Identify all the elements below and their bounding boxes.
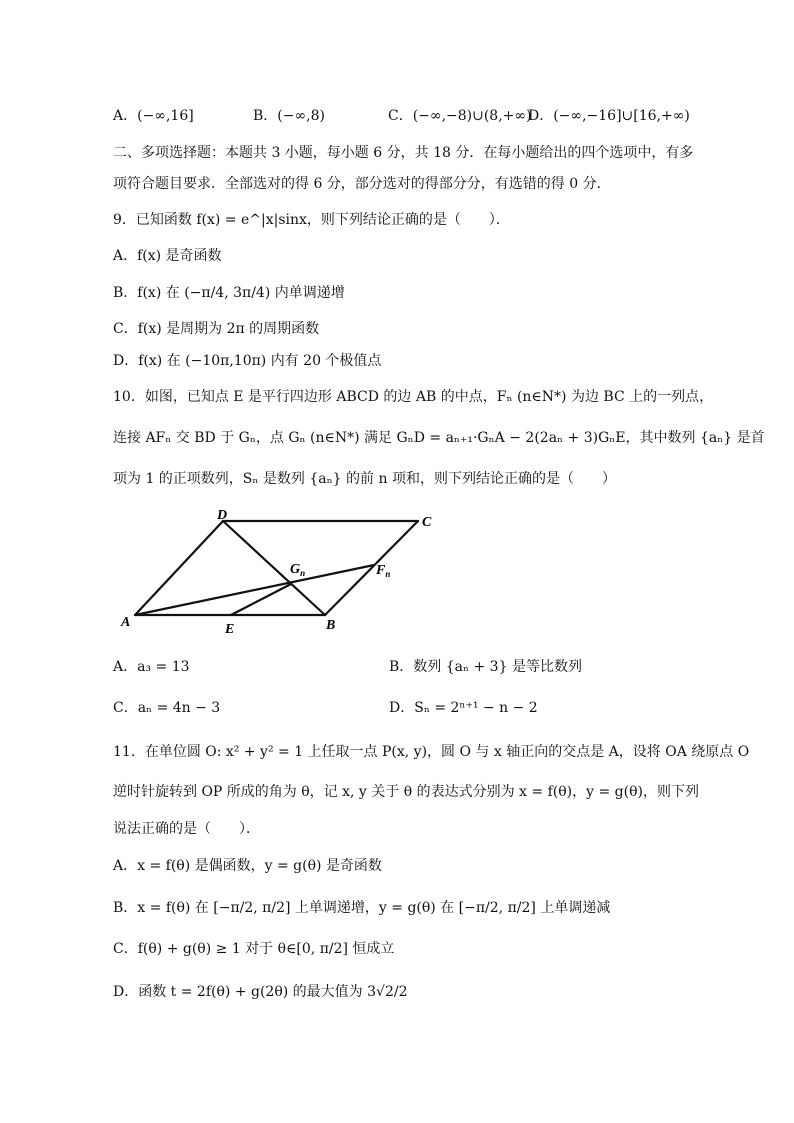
q10-option-a: A．a₃ = 13 (113, 659, 190, 675)
q8-option-b: B．(−∞,8) (253, 108, 325, 124)
label-a: A (121, 615, 131, 630)
q11-line1: 11．在单位圆 O: x² + y² = 1 上任取一点 P(x, y)，圆 O 与 x 轴正向的交点是 A，设将 OA 绕原点 O (113, 744, 750, 760)
label-d: D (217, 508, 228, 523)
label-f: $F_n$ (376, 563, 391, 579)
q11-option-c: C．f(θ) + g(θ) ≥ 1 对于 θ∈[0, π/2] 恒成立 (113, 941, 395, 957)
q11-option-a: A．x = f(θ) 是偶函数，y = g(θ) 是奇函数 (113, 858, 382, 874)
q11-line3: 说法正确的是（ ）． (113, 821, 260, 837)
q9-option-c: C．f(x) 是周期为 2π 的周期函数 (113, 321, 320, 337)
q10-option-c: C．aₙ = 4n − 3 (113, 700, 221, 716)
q8-option-c: C．(−∞,−8)∪(8,+∞) (388, 108, 532, 124)
label-g: $G_n$ (290, 562, 306, 578)
label-b: B (326, 618, 336, 633)
edge-bc (325, 521, 418, 615)
q10-option-b: B．数列 {aₙ + 3} 是等比数列 (389, 659, 582, 675)
q11-line2: 逆时针旋转到 OP 所成的角为 θ，记 x, y 关于 θ 的表达式分别为 x = f(θ)，y = g(θ)，则下列 (113, 784, 699, 800)
q11-option-d: D．函数 t = 2f(θ) + g(2θ) 的最大值为 3√2/2 (113, 984, 408, 1000)
label-e: E (225, 622, 235, 637)
q9-option-d: D．f(x) 在 (−10π,10π) 内有 20 个极值点 (113, 353, 382, 369)
label-c: C (422, 515, 432, 530)
parallelogram-figure (118, 508, 448, 640)
q10-line2: 连接 AFₙ 交 BD 于 Gₙ，点 Gₙ (n∈N*) 满足 GₙD = aₙ₊₁·GₙA − 2(2aₙ + 3)GₙE，其中数列 {aₙ} 是首 (113, 430, 765, 446)
q10-option-d: D．Sₙ = 2ⁿ⁺¹ − n − 2 (389, 700, 538, 716)
q9-stem: 9．已知函数 f(x) = e^|x|sinx，则下列结论正确的是（ ）． (113, 212, 510, 228)
q10-line1: 10．如图，已知点 E 是平行四边形 ABCD 的边 AB 的中点，Fₙ (n∈N*) 为边 BC 上的一列点， (113, 389, 714, 405)
edge-ad (135, 521, 223, 615)
q8-options-row (113, 106, 713, 126)
diagonal-bd (223, 521, 325, 615)
section2-line1: 二、多项选择题：本题共 3 小题，每小题 6 分，共 18 分．在每小题给出的四个选项中，有多 (113, 145, 694, 161)
q8-option-a: A．(−∞,16] (113, 108, 194, 124)
q9-option-a: A．f(x) 是奇函数 (113, 248, 222, 264)
q8-option-d: D．(−∞,−16]∪[16,+∞) (528, 108, 690, 124)
q11-option-b: B．x = f(θ) 在 [−π/2, π/2] 上单调递增，y = g(θ) 在 [−π/2, π/2] 上单调递减 (113, 900, 611, 916)
segment-afn (135, 565, 374, 615)
q9-option-b: B．f(x) 在 (−π/4, 3π/4) 内单调递增 (113, 285, 345, 301)
section2-line2: 项符合题目要求．全部选对的得 6 分，部分选对的得部分分，有选错的得 0 分． (113, 176, 611, 192)
q10-line3: 项为 1 的正项数列，Sₙ 是数列 {aₙ} 的前 n 项和，则下列结论正确的是（ ） (113, 471, 616, 487)
